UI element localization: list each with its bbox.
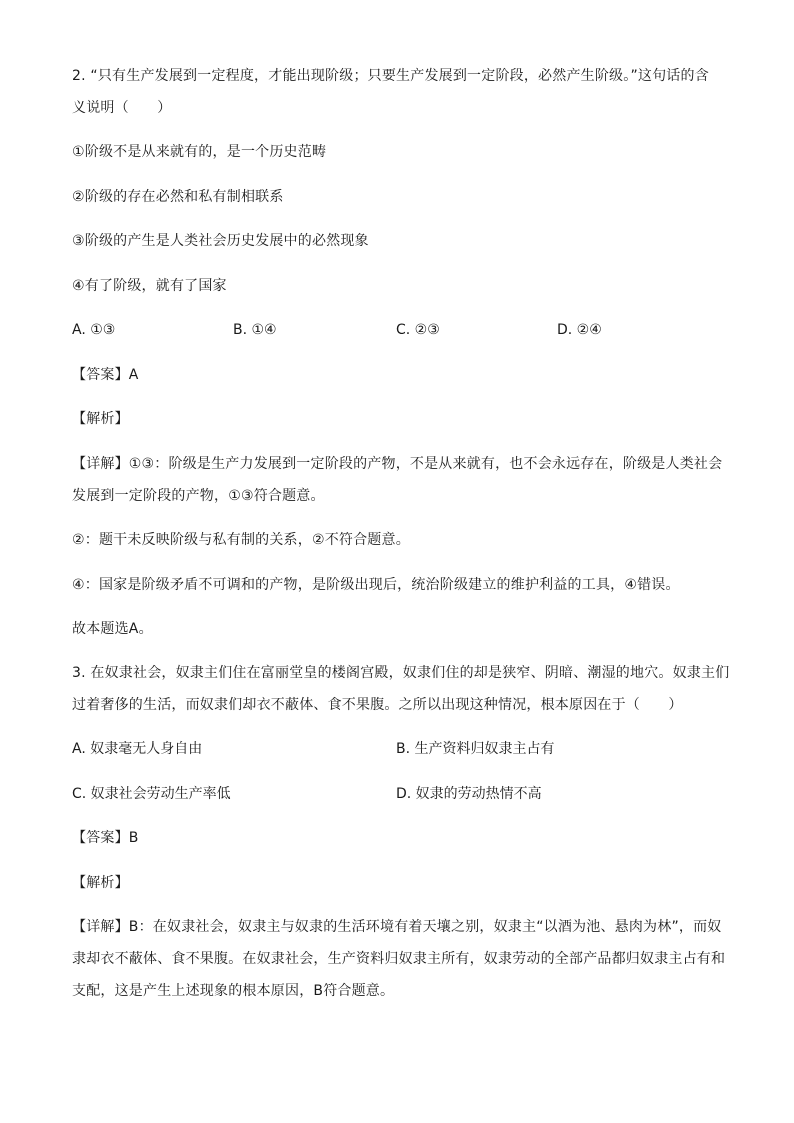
- q2-option-c: C. ②③: [396, 322, 440, 338]
- q3-answer: 【答案】B: [72, 830, 139, 846]
- q2-item-2: ②阶级的存在必然和私有制相联系: [72, 189, 284, 205]
- q3-option-b: B. 生产资料归奴隶主占有: [396, 741, 555, 757]
- q2-answer: 【答案】A: [72, 367, 139, 383]
- q2-stem-line2: 义说明（ ）: [72, 100, 172, 116]
- q2-analysis-heading: 【解析】: [72, 411, 129, 427]
- q3-detail-line2: 隶却衣不蔽体、食不果腹。在奴隶社会，生产资料归奴隶主所有，奴隶劳动的全部产品都归奴隶主占有和: [72, 951, 726, 967]
- q3-detail-line3: 支配，这是产生上述现象的根本原因，B符合题意。: [72, 983, 395, 999]
- q2-conclusion: 故本题选A。: [72, 621, 153, 637]
- q2-item-4: ④有了阶级，就有了国家: [72, 278, 227, 294]
- q3-analysis-heading: 【解析】: [72, 875, 129, 891]
- q2-detail-line2: 发展到一定阶段的产物，①③符合题意。: [72, 488, 325, 504]
- q3-stem-line2: 过着奢侈的生活，而奴隶们却衣不蔽体、食不果腹。之所以出现这种情况，根本原因在于（ ）: [72, 697, 683, 713]
- q3-option-d: D. 奴隶的劳动热情不高: [396, 786, 542, 802]
- q3-option-c: C. 奴隶社会劳动生产率低: [72, 786, 231, 802]
- q3-option-a: A. 奴隶毫无人身自由: [72, 741, 203, 757]
- q2-option-b: B. ①④: [233, 322, 277, 338]
- q3-stem-line1: 3. 在奴隶社会，奴隶主们住在富丽堂皇的楼阁宫殿，奴隶们住的却是狭窄、阴暗、潮湿的地穴。奴隶主们: [72, 665, 730, 681]
- q3-detail-line1: 【详解】B：在奴隶社会，奴隶主与奴隶的生活环境有着天壤之别，奴隶主“以酒为池、悬肉为林”，而奴: [72, 919, 722, 935]
- q2-stem-line1: 2. “只有生产发展到一定程度，才能出现阶级；只要生产发展到一定阶段，必然产生阶级。”这句话的含: [72, 68, 709, 84]
- q2-detail-line1: 【详解】①③：阶级是生产力发展到一定阶段的产物，不是从来就有，也不会永远存在，阶级是人类社会: [72, 456, 723, 472]
- q2-item-1: ①阶级不是从来就有的，是一个历史范畴: [72, 144, 327, 160]
- q2-detail-line4: ④：国家是阶级矛盾不可调和的产物，是阶级出现后，统治阶级建立的维护利益的工具，④错误。: [72, 577, 680, 593]
- q2-option-d: D. ②④: [557, 322, 602, 338]
- q2-item-3: ③阶级的产生是人类社会历史发展中的必然现象: [72, 233, 369, 249]
- q2-detail-line3: ②：题干未反映阶级与私有制的关系，②不符合题意。: [72, 532, 410, 548]
- q2-option-a: A. ①③: [72, 322, 116, 338]
